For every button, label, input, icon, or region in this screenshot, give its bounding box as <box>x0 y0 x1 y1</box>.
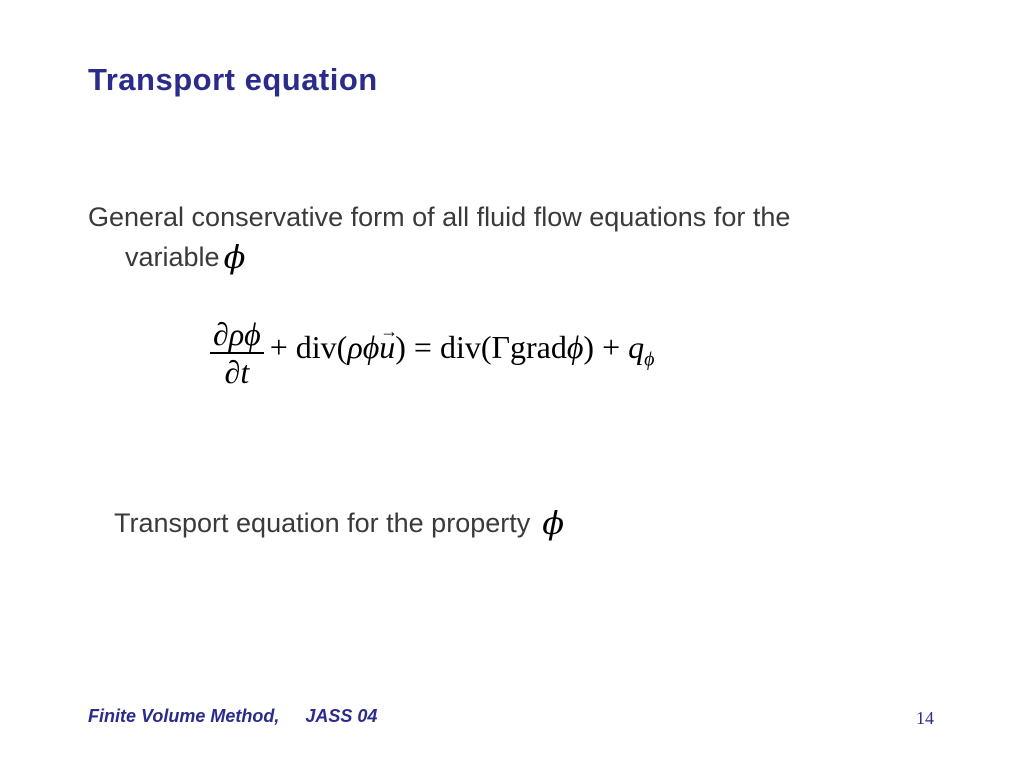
intro-line-1: General conservative form of all fluid flow equations for the <box>88 202 791 232</box>
eq-source-q: q <box>628 328 645 365</box>
eq-close-plus: ) + <box>583 328 629 365</box>
fraction-denominator: ∂t <box>224 354 250 390</box>
phi-symbol: ϕ <box>223 238 246 276</box>
transport-equation <box>210 308 654 398</box>
eq-plus-div: + div( <box>269 328 348 365</box>
eq-rho-phi: ρϕ <box>347 328 380 365</box>
page-number: 14 <box>916 708 934 728</box>
intro-paragraph <box>88 197 948 277</box>
time-derivative-fraction <box>210 316 264 390</box>
equation-caption <box>114 503 564 543</box>
eq-source-subscript: ϕ <box>644 348 655 371</box>
fraction-numerator: ∂ρϕ <box>213 316 261 352</box>
footer-label <box>88 706 377 727</box>
eq-phi: ϕ <box>566 328 584 365</box>
footer-course: Finite Volume Method, <box>88 706 280 726</box>
eq-equals-div-gamma-grad: ) = div(Γgrad <box>395 328 567 365</box>
caption-text: Transport equation for the property <box>114 508 531 538</box>
slide-title: Transport equation <box>88 62 378 97</box>
eq-velocity-vector: → u <box>379 329 395 365</box>
equation-right-part <box>270 329 655 377</box>
footer-event: JASS 04 <box>305 706 378 726</box>
intro-line-2: variable <box>125 242 220 272</box>
intro-line-2-wrap <box>88 237 948 277</box>
caption-phi-symbol: ϕ <box>542 504 565 542</box>
